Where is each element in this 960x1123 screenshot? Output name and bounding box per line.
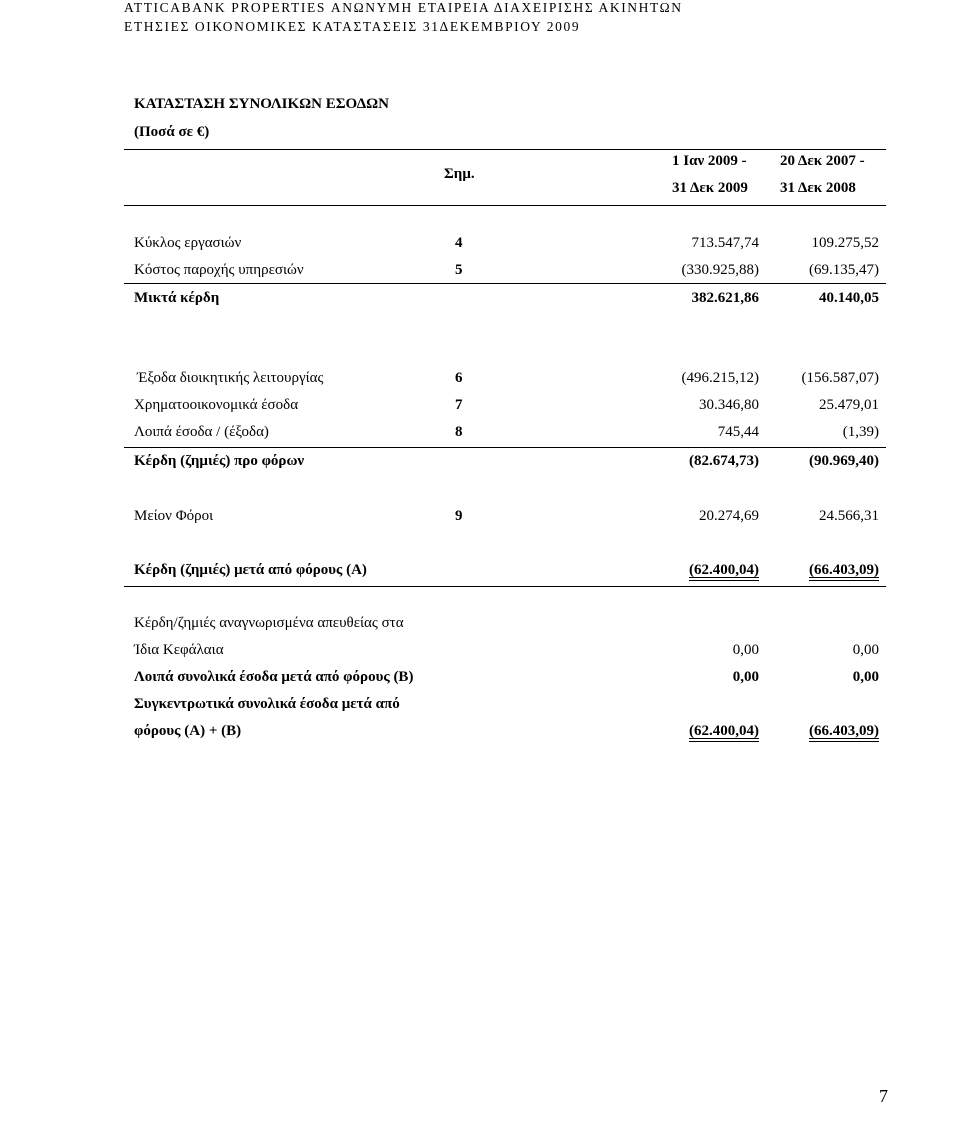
row-value-2009-profit-before-tax: (82.674,73) (689, 453, 759, 469)
row-label-equity-recognised-line1: Κέρδη/ζημιές αναγνωρισμένα απευθείας στα (134, 615, 404, 631)
row-value-2008-total-comprehensive: (66.403,09) (809, 723, 879, 739)
row-value-2009-other-comprehensive-income: 0,00 (732, 669, 759, 685)
row-note-admin-expenses: 6 (455, 370, 463, 386)
column-header-2009-line1: 1 Ιαν 2009 - (672, 153, 747, 169)
report-title: ΕΤΗΣΙΕΣ ΟΙΚΟΝΟΜΙΚΕΣ ΚΑΤΑΣΤΑΣΕΙΣ 31ΔΕΚΕΜΒΡΙΟΥ 2009 (124, 19, 581, 34)
row-value-2008-financial-income: 25.479,01 (819, 397, 879, 413)
row-value-2009-cost: (330.925,88) (681, 262, 759, 278)
row-value-2008-admin-expenses: (156.587,07) (801, 370, 879, 386)
row-value-2008-profit-before-tax: (90.969,40) (809, 453, 879, 469)
row-note-financial-income: 7 (455, 397, 463, 413)
row-value-2008-profit-after-tax: (66.403,09) (809, 562, 879, 578)
row-label-profit-before-tax: Κέρδη (ζημιές) προ φόρων (134, 453, 305, 469)
row-label-financial-income: Χρηματοοικονομικά έσοδα (134, 397, 299, 413)
rule-before-gross (124, 283, 886, 284)
row-note-cost: 5 (455, 262, 463, 278)
row-label-gross-profit: Μικτά κέρδη (134, 290, 220, 306)
statement-currency: (Ποσά σε €) (134, 124, 210, 140)
rule-before-oci (124, 586, 886, 587)
row-value-2009-tax: 20.274,69 (699, 508, 759, 524)
row-label-cost: Κόστος παροχής υπηρεσιών (134, 262, 304, 278)
row-note-other-income: 8 (455, 424, 463, 440)
row-label-other-income: Λοιπά έσοδα / (έξοδα) (134, 424, 269, 440)
row-value-2009-profit-after-tax: (62.400,04) (689, 562, 759, 578)
row-label-tax: Μείον Φόροι (134, 508, 214, 524)
header-bottom-rule (124, 205, 886, 206)
page-number: 7 (879, 1086, 888, 1106)
column-header-2009-line2: 31 Δεκ 2009 (672, 180, 748, 196)
row-value-2009-revenue: 713.547,74 (691, 235, 759, 251)
row-value-2009-other-income: 745,44 (717, 424, 759, 440)
row-value-2008-gross-profit: 40.140,05 (819, 290, 879, 306)
row-note-revenue: 4 (455, 235, 463, 251)
row-value-2008-other-comprehensive-income: 0,00 (852, 669, 879, 685)
row-label-total-comprehensive-line2: φόρους (Α) + (Β) (134, 723, 242, 739)
table-top-rule (124, 149, 886, 150)
rule-before-pbt (124, 447, 886, 448)
row-label-profit-after-tax: Κέρδη (ζημιές) μετά από φόρους (Α) (134, 562, 367, 578)
row-label-other-comprehensive-income: Λοιπά συνολικά έσοδα μετά από φόρους (Β) (134, 669, 414, 685)
statement-title: ΚΑΤΑΣΤΑΣΗ ΣΥΝΟΛΙΚΩΝ ΕΣΟΔΩΝ (134, 96, 389, 112)
company-name: ATTICABANK PROPERTIES ΑΝΩΝΥΜΗ ΕΤΑΙΡΕΙΑ ΔΙΑΧΕΙΡΙΣΗΣ ΑΚΙΝΗΤΩΝ (124, 0, 683, 15)
row-label-total-comprehensive-line1: Συγκεντρωτικά συνολικά έσοδα μετά από (134, 696, 400, 712)
column-header-2008-line2: 31 Δεκ 2008 (780, 180, 856, 196)
row-value-2009-equity-recognised: 0,00 (732, 642, 759, 658)
row-value-2008-cost: (69.135,47) (809, 262, 879, 278)
row-value-2008-tax: 24.566,31 (819, 508, 879, 524)
row-label-admin-expenses: Έξοδα διοικητικής λειτουργίας (137, 370, 324, 386)
row-note-tax: 9 (455, 508, 463, 524)
column-header-2008-line1: 20 Δεκ 2007 - (780, 153, 865, 169)
row-value-2009-total-comprehensive: (62.400,04) (689, 723, 759, 739)
column-header-note: Σημ. (444, 166, 475, 182)
row-value-2008-revenue: 109.275,52 (811, 235, 879, 251)
row-value-2008-other-income: (1,39) (842, 424, 879, 440)
row-value-2009-admin-expenses: (496.215,12) (681, 370, 759, 386)
row-label-revenue: Κύκλος εργασιών (134, 235, 242, 251)
row-value-2009-financial-income: 30.346,80 (699, 397, 759, 413)
row-value-2008-equity-recognised: 0,00 (852, 642, 879, 658)
row-value-2009-gross-profit: 382.621,86 (691, 290, 759, 306)
row-label-equity-recognised-line2: Ίδια Κεφάλαια (134, 642, 224, 658)
